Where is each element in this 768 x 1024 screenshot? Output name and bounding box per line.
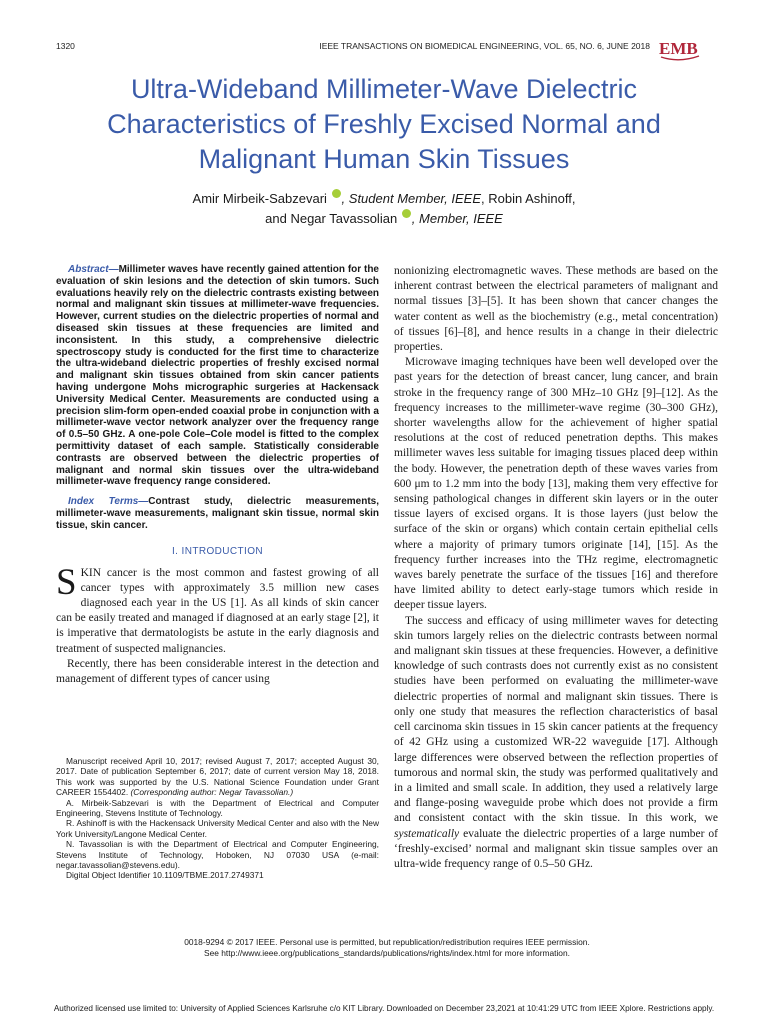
corresponding-author-note: (Corresponding author: Negar Tavassolian.) xyxy=(130,787,294,798)
emphasis: systematically xyxy=(394,827,460,840)
footnote-affiliation: N. Tavassolian is with the Department of Electrical and Computer Engineering, Stevens Institute of Technology, Hoboken, NJ 07030 USA (e-mail: negar.tavassolian@stevens.edu). xyxy=(56,839,379,871)
author-line xyxy=(40,189,728,209)
orcid-icon[interactable] xyxy=(332,189,341,198)
dropcap: S xyxy=(56,561,77,603)
emb-logo-text: EMB xyxy=(659,39,698,58)
first-word-rest: KIN xyxy=(80,566,102,579)
author-membership: , Member, IEEE xyxy=(411,211,503,226)
footnote xyxy=(56,756,379,881)
author-membership: , Student Member, IEEE xyxy=(341,191,482,206)
author-list xyxy=(40,189,728,229)
abstract-text: Millimeter waves have recently gained attention for the evaluation of skin lesions and the detection of skin tumors. Such evaluations heavily rely on the dielectric contrasts existing between normal and malignant skin tissues at millimeter-wave frequencies. However, current studies on the dielectric properties of normal and diseased skin tissues at these frequencies are limited and inconsistent. In this study, a comprehensive dielectric spectroscopy study is conducted for the first time to characterize the ultra-wideband dielectric properties of freshly excised normal and malignant skin tissues obtained from skin cancer patients having undergone Mohs micrographic surgeries at Hackensack University Medical Center. Measurements are conducted using a precision slim-form open-ended coaxial probe in conjunction with a millimeter-wave vector network analyzer over the frequency range of 0.5–50 GHz. A one-pole Cole–Cole model is fitted to the complex permittivity dataset of each sample. Statistically considerable contrasts are observed between the dielectric properties of malignant and normal skin tissues over the ultra-wideband millimeter-wave frequency range considered. xyxy=(56,264,379,488)
copyright-notice xyxy=(56,937,718,959)
footnote-affiliation: A. Mirbeik-Sabzevari is with the Department of Electrical and Computer Engineering, Stevens Institute of Technology. xyxy=(56,797,379,819)
paper-title xyxy=(40,72,728,177)
left-column xyxy=(56,264,379,687)
index-terms-dash: — xyxy=(138,496,149,508)
page-number: 1320 xyxy=(56,41,75,51)
abstract-dash: — xyxy=(108,264,119,275)
abstract-label: Abstract xyxy=(68,264,109,275)
emb-logo xyxy=(657,36,703,62)
title-line: Ultra-Wideband Millimeter-Wave Dielectric xyxy=(130,74,638,104)
body-paragraph: Microwave imaging techniques have been well developed over the past years for the detection of breast cancer, lung cancer, and brain stroke in the frequency range of 300 MHz–10 GHz [9]–[12]. As the frequency increases to the millimeter-wave regime (30–300 GHz), shorter wavelengths allow for the achievement of higher spatial resolutions at the cost of reduced penetration depths. This makes millimeter waves less suitable for imaging tissues placed deep within the body. However, the penetration depth of these waves varies from 600 μm to 1.2 mm into the body [13], making them very effective for sensing pathological changes in different skin layers or in the outer tissue layers of excised organs. It is those layers (just below the surface of the skin or organs) which contain certain epithelial cells where a majority of primary tumors originate [14], [15]. As the frequency further increases into the THz regime, electromagnetic waves barely penetrate the surface of the tissues [16] and therefore have limited ability to detect early-stage tumors which reside in deeper tissue layers. xyxy=(394,356,718,612)
title-line: Characteristics of Freshly Excised Normal and xyxy=(107,109,661,139)
body-paragraph xyxy=(394,614,718,872)
intro-paragraph xyxy=(56,561,379,657)
author-name: , Robin Ashinoff, xyxy=(481,191,576,206)
right-column xyxy=(394,264,718,872)
body-paragraph: nonionizing electromagnetic waves. These methods are based on the inherent contrast between the electrical parameters of malignant and normal tissues [3]–[5]. It has been shown that cancer changes the water content as well as the biochemistry (e.g., metal concentration) of tissues [6]–[8], and hence results in a change in their dielectric properties. xyxy=(394,265,718,354)
orcid-icon[interactable] xyxy=(402,209,411,218)
author-name: Amir Mirbeik-Sabzevari xyxy=(192,191,327,206)
intro-paragraph-text: cancer is the most common and fastest growing of all cancer types with approximately 3.5 million new cases diagnosed each year in the US [1]. As all kinds of skin cancer can be easily treated and managed if diagnosed at an early stage [2], it is imperative that dermatologists be astute in the early diagnosis and treatment of suspected malignancies. xyxy=(56,566,379,655)
license-notice: Authorized licensed use limited to: University of Applied Sciences Karlsruhe c/o KIT Library. Downloaded on December 23,2021 at 10:41:29 UTC from IEEE Xplore. Restrictions apply. xyxy=(53,1004,715,1013)
section-heading: I. INTRODUCTION xyxy=(172,545,263,557)
footnote-manuscript-text: Manuscript received April 10, 2017; revised August 7, 2017; accepted August 30, 2017. Date of publication September 6, 2017; date of current version May 18, 2018. This work was supported by the U.S. National Science Foundation under Grant CAREER 1554402. xyxy=(56,756,379,798)
footnote-doi: Digital Object Identifier 10.1109/TBME.2017.2749371 xyxy=(66,870,264,881)
intro-paragraph-2: Recently, there has been considerable interest in the detection and management of different types of cancer using xyxy=(56,657,379,685)
body-paragraph-text: evaluate the dielectric properties of a large number of ‘freshly-excised’ normal and malignant skin tissue samples over an ultra-wide frequency range of 0.5–50 GHz. xyxy=(394,827,718,870)
author-name: and Negar Tavassolian xyxy=(265,211,398,226)
copyright-url-line[interactable]: See http://www.ieee.org/publications_standards/publications/rights/index.html for more information. xyxy=(204,948,570,958)
index-terms-text: Contrast study, dielectric measurements, millimeter-wave measurements, malignant skin tissue, normal skin tissue, skin cancer. xyxy=(56,496,379,531)
index-terms-label: Index Terms xyxy=(68,496,139,508)
author-line xyxy=(40,209,728,229)
title-line: Malignant Human Skin Tissues xyxy=(198,144,570,174)
running-header xyxy=(56,41,650,57)
copyright-line: 0018-9294 © 2017 IEEE. Personal use is permitted, but republication/redistribution requires IEEE permission. xyxy=(184,937,590,947)
journal-citation: IEEE TRANSACTIONS ON BIOMEDICAL ENGINEERING, VOL. 65, NO. 6, JUNE 2018 xyxy=(319,41,650,51)
abstract xyxy=(56,264,379,488)
body-paragraph-text: The success and efficacy of using millimeter waves for detecting skin tumors largely relies on the dielectric contrasts between normal and malignant skin tissues at these frequencies. However, a definitive knowledge of such contrasts does not currently exist as no consistent studies have been performed on evaluating the millimeter-wave dielectric properties of normal and malignant skin tissues. There is only one study that measures the reflection characteristics of basal cell carcinoma skin tissues in 15 skin cancer patients at the frequency of 42 GHz using a customized WR-22 waveguide [17]. Although large differences were observed between the reflection properties of tumorous and normal skin, the study was performed qualitatively and in a limited and small scale. In addition, they used a relatively large and flange-posing waveguide probe which does not provide a firm and consistent contact with the skin tissue. In this work, we xyxy=(394,614,718,825)
index-terms xyxy=(56,496,379,531)
footnote-manuscript xyxy=(56,756,379,798)
footnote-affiliation: R. Ashinoff is with the Hackensack University Medical Center and also with the New York University/Langone Medical Center. xyxy=(56,818,379,839)
